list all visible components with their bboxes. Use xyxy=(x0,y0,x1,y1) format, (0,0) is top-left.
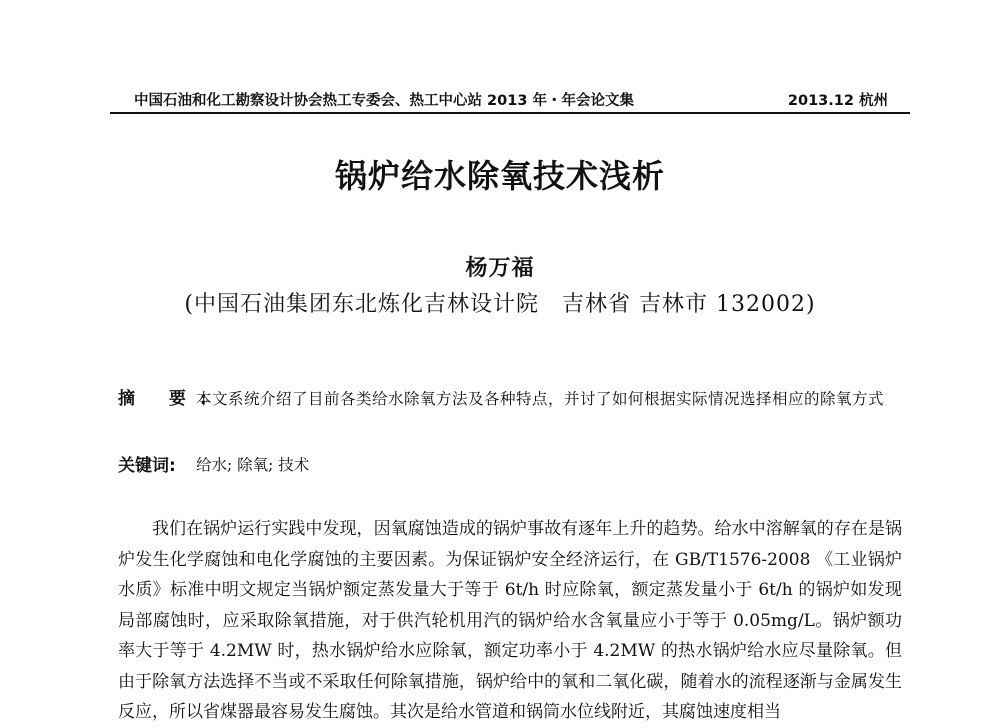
keywords-text: 给水; 除氧; 技术 xyxy=(196,456,310,474)
running-header xyxy=(110,86,910,114)
header-date-location: 2013.12 杭州 xyxy=(787,93,888,109)
abstract-text: 本文系统介绍了目前各类给水除氧方法及各种特点，并讨了如何根据实际情况选择相应的除氧方式 xyxy=(196,390,885,408)
paper-author: 杨万福 xyxy=(465,255,535,281)
paper-title: 锅炉给水除氧技术浅析 xyxy=(334,157,665,195)
body-paragraph: 我们在锅炉运行实践中发现，因氧腐蚀造成的锅炉事故有逐年上升的趋势。给水中溶解氧的存在是锅炉发生化学腐蚀和电化学腐蚀的主要因素。为保证锅炉安全经济运行，在 GB/T1576-2008 《工业锅炉水质》标准中明文规定当锅炉额定蒸发量大于等于 6t/h 时应除氧，额定蒸发量小于 6t/h 的锅炉如发现局部腐蚀时，应采取除氧措施，对于供汽轮机用汽的锅炉给水含氧量应小于等于 0.05mg/L。锅炉额功率大于等于 4.2MW 时，热水锅炉给水应除氧，额定功率小于 4.2MW 的热水锅炉给水应尽量除氧。但由于除氧方法选择不当或不采取任何除氧措施，锅炉给中的氧和二氧化碳，随着水的流程逐渐与金属发生反应，所以省煤器最容易发生腐蚀。其次是给水管道和锅筒水位线附近，其腐蚀速度相当 xyxy=(118,519,902,722)
paper-affiliation: (中国石油集团东北炼化吉林设计院 吉林省 吉林市 132002) xyxy=(184,292,816,317)
header-proceedings-title: 中国石油和化工勘察设计协会热工专委会、热工中心站 2013 年・年会论文集 xyxy=(134,93,634,109)
abstract-label: 摘 要: xyxy=(118,389,221,409)
keywords-label: 关键词: xyxy=(118,456,176,476)
